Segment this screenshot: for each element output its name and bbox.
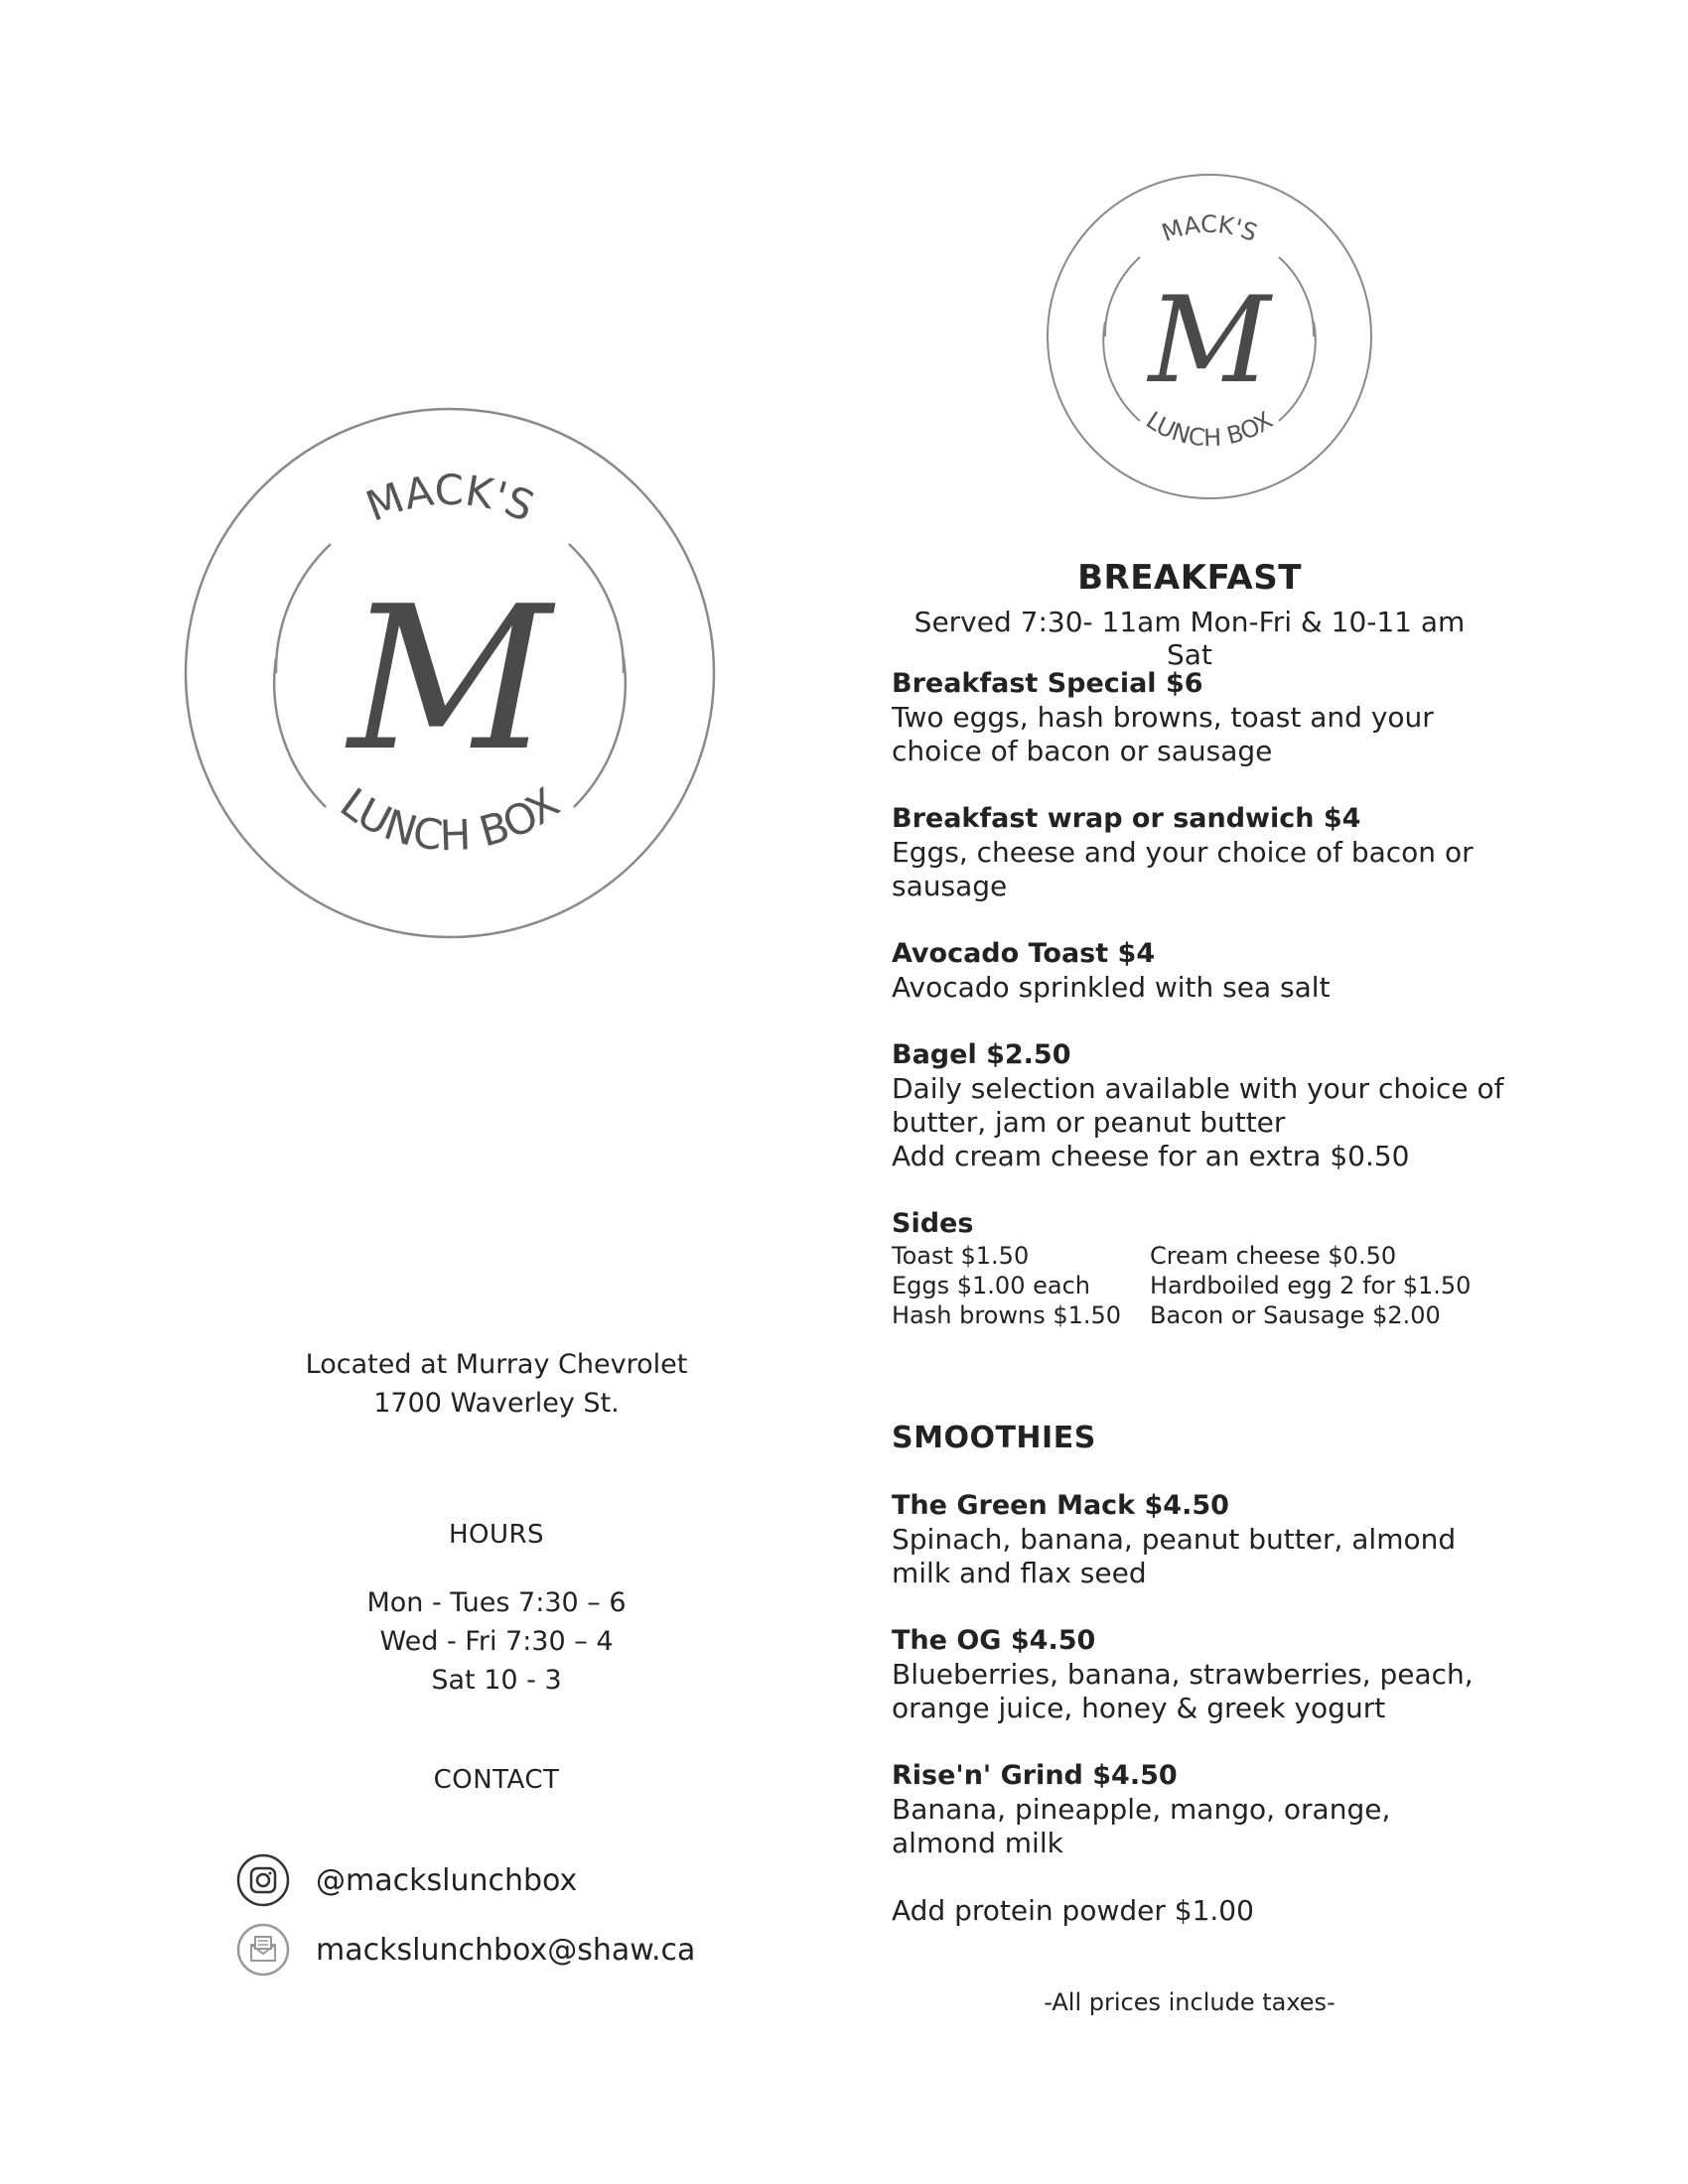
sides-block bbox=[892, 1207, 1607, 1330]
menu-item-desc: choice of bacon or sausage bbox=[892, 735, 1273, 767]
contact-heading: CONTACT bbox=[433, 1765, 560, 1795]
email-icon bbox=[236, 1923, 290, 1977]
menu-item bbox=[892, 1489, 1607, 1590]
sides-grid bbox=[892, 1241, 1607, 1330]
menu-item-desc: Daily selection available with your choice of bbox=[892, 1072, 1504, 1105]
location-block bbox=[149, 1345, 844, 1423]
instagram-icon bbox=[236, 1853, 290, 1907]
smoothie-addon: Add protein powder $1.00 bbox=[892, 1894, 1254, 1927]
logo-large-monogram: M bbox=[348, 564, 552, 795]
menu-item-title: Breakfast wrap or sandwich $4 bbox=[892, 803, 1361, 834]
menu-item bbox=[892, 1038, 1607, 1173]
menu-item-desc: Eggs, cheese and your choice of bacon or bbox=[892, 836, 1474, 869]
menu-item bbox=[892, 802, 1607, 903]
menu-item bbox=[892, 937, 1607, 1005]
logo-small-bottom-text: LUNCH BOX bbox=[1141, 406, 1278, 453]
logo-large-graphic bbox=[182, 405, 718, 941]
menu-item-title: Bagel $2.50 bbox=[892, 1039, 1071, 1070]
footer-note: -All prices include taxes- bbox=[1044, 1988, 1336, 2016]
instagram-handle[interactable]: @mackslunchbox bbox=[316, 1862, 578, 1898]
logo-small-monogram: M bbox=[1148, 272, 1271, 410]
logo-small-top-text: MACK'S bbox=[1158, 209, 1262, 248]
logo-small-inner-arc-top-right bbox=[1279, 257, 1314, 337]
menu-item-title: The OG $4.50 bbox=[892, 1625, 1096, 1656]
side-item: Eggs $1.00 each bbox=[892, 1272, 1090, 1299]
hours-heading: HOURS bbox=[448, 1520, 545, 1550]
side-item: Cream cheese $0.50 bbox=[1150, 1242, 1397, 1270]
logo-small-graphic bbox=[1046, 173, 1373, 500]
menu-item-desc: Two eggs, hash browns, toast and your bbox=[892, 701, 1434, 734]
logo-large-top-text: MACK'S bbox=[359, 465, 541, 532]
side-item: Hardboiled egg 2 for $1.50 bbox=[1150, 1272, 1472, 1299]
menu-item-desc: sausage bbox=[892, 870, 1008, 902]
side-item: Toast $1.50 bbox=[892, 1242, 1030, 1270]
logo-small-inner-arc-left bbox=[1103, 322, 1140, 421]
menu-item-desc: Add cream cheese for an extra $0.50 bbox=[892, 1140, 1410, 1172]
breakfast-items bbox=[892, 667, 1607, 1330]
logo-small bbox=[1046, 173, 1373, 500]
breakfast-title: BREAKFAST bbox=[1077, 558, 1302, 598]
logo-large-inner-arc-top-right bbox=[569, 544, 624, 673]
menu-item bbox=[892, 667, 1607, 768]
menu-item-desc: milk and flax seed bbox=[892, 1557, 1147, 1589]
breakfast-subtitle: Served 7:30- 11am Mon-Fri & 10-11 am Sat bbox=[914, 606, 1466, 671]
menu-item-desc: Spinach, banana, peanut butter, almond bbox=[892, 1523, 1457, 1556]
hours-line: Sat 10 - 3 bbox=[431, 1665, 562, 1696]
logo-large-inner-arc-top-left bbox=[276, 544, 331, 673]
logo-large-inner-arc-right bbox=[574, 658, 626, 807]
logo-small-inner-arc-top-left bbox=[1105, 257, 1140, 337]
menu-item-desc: almond milk bbox=[892, 1827, 1063, 1859]
logo-large-inner-arc-left bbox=[274, 658, 326, 807]
logo-large-bottom-text: LUNCH BOX bbox=[331, 777, 569, 861]
hours-block bbox=[149, 1516, 844, 1700]
menu-item-desc: orange juice, honey & greek yogurt bbox=[892, 1692, 1386, 1724]
location-line-1: Located at Murray Chevrolet bbox=[305, 1349, 688, 1380]
menu-item-title: The Green Mack $4.50 bbox=[892, 1490, 1229, 1521]
hours-line: Mon - Tues 7:30 – 6 bbox=[366, 1587, 627, 1618]
menu-item bbox=[892, 1759, 1607, 1860]
menu-item-desc: butter, jam or peanut butter bbox=[892, 1106, 1286, 1139]
contact-heading-block bbox=[149, 1761, 844, 1800]
menu-item-title: Breakfast Special $6 bbox=[892, 668, 1203, 699]
menu-item bbox=[892, 1624, 1607, 1725]
logo-small-inner-arc-right bbox=[1279, 322, 1316, 421]
location-line-2: 1700 Waverley St. bbox=[373, 1388, 620, 1419]
breakfast-header bbox=[892, 558, 1487, 671]
menu-item-desc: Avocado sprinkled with sea salt bbox=[892, 971, 1331, 1004]
menu-item-desc: Blueberries, banana, strawberries, peach, bbox=[892, 1658, 1474, 1691]
smoothies-section bbox=[892, 1422, 1607, 1928]
instagram-row[interactable] bbox=[236, 1853, 577, 1907]
email-row[interactable] bbox=[236, 1923, 695, 1977]
menu-item-desc: Banana, pineapple, mango, orange, bbox=[892, 1793, 1391, 1826]
menu-item-title: Rise'n' Grind $4.50 bbox=[892, 1760, 1178, 1791]
side-item: Bacon or Sausage $2.00 bbox=[1150, 1301, 1441, 1329]
sides-title: Sides bbox=[892, 1208, 974, 1239]
email-address[interactable]: mackslunchbox@shaw.ca bbox=[316, 1932, 696, 1968]
smoothies-title: SMOOTHIES bbox=[892, 1421, 1096, 1455]
menu-item-title: Avocado Toast $4 bbox=[892, 938, 1156, 969]
logo-large bbox=[182, 405, 718, 941]
side-item: Hash browns $1.50 bbox=[892, 1301, 1122, 1329]
hours-line: Wed - Fri 7:30 – 4 bbox=[379, 1626, 614, 1657]
